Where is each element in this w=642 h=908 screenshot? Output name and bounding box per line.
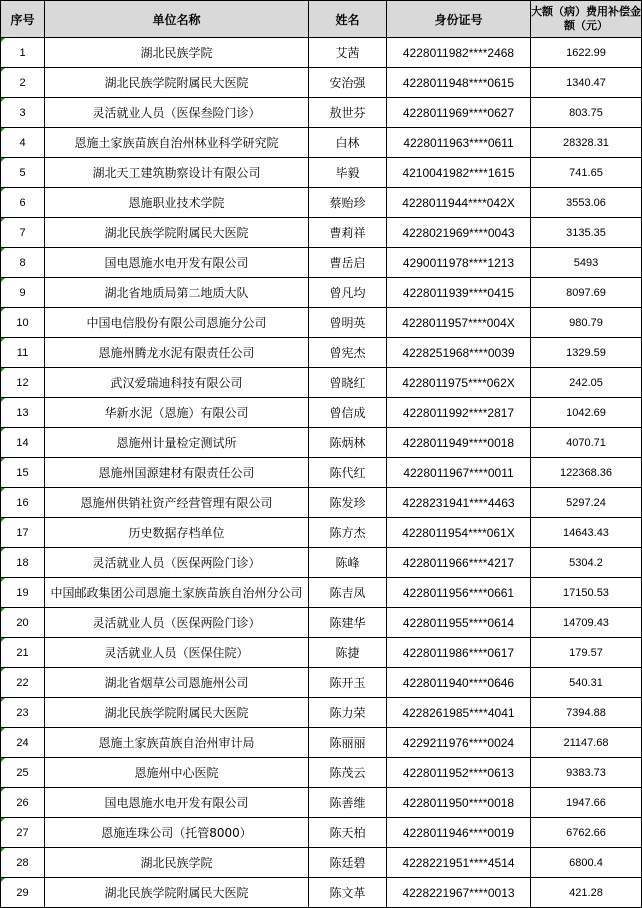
cell-id-number: 4228011952****0613 (387, 758, 531, 788)
cell-unit: 恩施州供销社资产经营管理有限公司 (45, 488, 309, 518)
cell-amount: 21147.68 (531, 728, 642, 758)
cell-amount: 14709.43 (531, 608, 642, 638)
cell-id-number: 4228011946****0019 (387, 818, 531, 848)
cell-seq: 24 (1, 728, 45, 758)
cell-amount: 421.28 (531, 878, 642, 908)
cell-id-number: 4228011944****042X (387, 188, 531, 218)
cell-amount: 6762.66 (531, 818, 642, 848)
cell-amount: 242.05 (531, 368, 642, 398)
cell-unit: 湖北民族学院 (45, 38, 309, 68)
table-header (1, 1, 642, 38)
cell-seq: 8 (1, 248, 45, 278)
cell-id-number: 4228011950****0018 (387, 788, 531, 818)
cell-unit: 灵活就业人员（医保住院） (45, 638, 309, 668)
cell-name: 陈方杰 (309, 518, 387, 548)
cell-unit: 恩施州国源建材有限责任公司 (45, 458, 309, 488)
cell-name: 陈建华 (309, 608, 387, 638)
cell-amount: 3553.06 (531, 188, 642, 218)
table-row (1, 218, 642, 248)
cell-seq: 13 (1, 398, 45, 428)
table-row (1, 68, 642, 98)
cell-id-number: 4228011955****0614 (387, 608, 531, 638)
cell-unit: 湖北民族学院附属民大医院 (45, 878, 309, 908)
cell-name: 陈发珍 (309, 488, 387, 518)
cell-id-number: 4228221951****4514 (387, 848, 531, 878)
cell-unit: 历史数据存档单位 (45, 518, 309, 548)
cell-name: 陈峰 (309, 548, 387, 578)
cell-name: 曾晓红 (309, 368, 387, 398)
cell-amount: 5304.2 (531, 548, 642, 578)
cell-seq: 23 (1, 698, 45, 728)
cell-seq: 29 (1, 878, 45, 908)
cell-seq: 3 (1, 98, 45, 128)
cell-name: 蔡贻珍 (309, 188, 387, 218)
table-row (1, 158, 642, 188)
cell-amount: 980.79 (531, 308, 642, 338)
cell-id-number: 4228231941****4463 (387, 488, 531, 518)
table-row (1, 638, 642, 668)
header-seq: 序号 (1, 1, 45, 38)
cell-id-number: 4228011954****061X (387, 518, 531, 548)
cell-id-number: 4228261985****4041 (387, 698, 531, 728)
cell-name: 陈开玉 (309, 668, 387, 698)
cell-seq: 14 (1, 428, 45, 458)
cell-amount: 741.65 (531, 158, 642, 188)
cell-amount: 1622.99 (531, 38, 642, 68)
cell-seq: 2 (1, 68, 45, 98)
cell-id-number: 4228011956****0661 (387, 578, 531, 608)
cell-name: 陈吉凤 (309, 578, 387, 608)
cell-id-number: 4228221967****0013 (387, 878, 531, 908)
cell-name: 陈文革 (309, 878, 387, 908)
table-row (1, 308, 642, 338)
table-row (1, 758, 642, 788)
cell-seq: 22 (1, 668, 45, 698)
cell-unit: 国电恩施水电开发有限公司 (45, 788, 309, 818)
cell-name: 陈炳林 (309, 428, 387, 458)
cell-name: 曾明英 (309, 308, 387, 338)
cell-amount: 28328.31 (531, 128, 642, 158)
cell-unit: 湖北民族学院 (45, 848, 309, 878)
cell-id-number: 4228011948****0615 (387, 68, 531, 98)
cell-id-number: 4228011957****004X (387, 308, 531, 338)
table-row (1, 728, 642, 758)
table-row (1, 578, 642, 608)
table-row (1, 98, 642, 128)
cell-unit: 恩施土家族苗族自治州林业科学研究院 (45, 128, 309, 158)
cell-name: 曹莉祥 (309, 218, 387, 248)
cell-name: 毕毅 (309, 158, 387, 188)
cell-unit: 灵活就业人员（医保两险门诊） (45, 608, 309, 638)
cell-amount: 14643.43 (531, 518, 642, 548)
cell-unit: 恩施土家族苗族自治州审计局 (45, 728, 309, 758)
cell-id-number: 4228011986****0617 (387, 638, 531, 668)
cell-amount: 6800.4 (531, 848, 642, 878)
table-row (1, 368, 642, 398)
cell-amount: 17150.53 (531, 578, 642, 608)
cell-seq: 20 (1, 608, 45, 638)
table-row (1, 248, 642, 278)
cell-seq: 10 (1, 308, 45, 338)
cell-unit: 湖北民族学院附属民大医院 (45, 698, 309, 728)
cell-amount: 1329.59 (531, 338, 642, 368)
cell-unit: 中国电信股份有限公司恩施分公司 (45, 308, 309, 338)
cell-seq: 5 (1, 158, 45, 188)
cell-name: 曹岳启 (309, 248, 387, 278)
cell-seq: 26 (1, 788, 45, 818)
table-row (1, 398, 642, 428)
cell-amount: 8097.69 (531, 278, 642, 308)
cell-name: 陈代红 (309, 458, 387, 488)
header-unit: 单位名称 (45, 1, 309, 38)
cell-seq: 9 (1, 278, 45, 308)
table-body (1, 38, 642, 908)
cell-amount: 179.57 (531, 638, 642, 668)
cell-seq: 21 (1, 638, 45, 668)
cell-id-number: 4228011969****0627 (387, 98, 531, 128)
cell-unit: 灵活就业人员（医保叁险门诊） (45, 98, 309, 128)
table-row (1, 518, 642, 548)
cell-amount: 7394.88 (531, 698, 642, 728)
cell-id-number: 4228011966****4217 (387, 548, 531, 578)
cell-unit: 湖北省地质局第二地质大队 (45, 278, 309, 308)
cell-unit: 恩施连珠公司（托管8000） (45, 818, 309, 848)
cell-id-number: 4228011963****0611 (387, 128, 531, 158)
cell-amount: 5493 (531, 248, 642, 278)
header-amount: 大额（病）费用补偿金额（元） (531, 1, 642, 38)
table-row (1, 668, 642, 698)
cell-unit: 灵活就业人员（医保两险门诊） (45, 548, 309, 578)
cell-id-number: 4228011975****062X (387, 368, 531, 398)
table-row (1, 128, 642, 158)
cell-name: 陈廷碧 (309, 848, 387, 878)
cell-amount: 1042.69 (531, 398, 642, 428)
cell-amount: 5297.24 (531, 488, 642, 518)
cell-amount: 803.75 (531, 98, 642, 128)
table-row (1, 818, 642, 848)
cell-seq: 27 (1, 818, 45, 848)
cell-seq: 7 (1, 218, 45, 248)
header-row (1, 1, 642, 38)
cell-unit: 武汉爱瑞迪科技有限公司 (45, 368, 309, 398)
cell-id-number: 4228251968****0039 (387, 338, 531, 368)
cell-name: 白林 (309, 128, 387, 158)
cell-seq: 16 (1, 488, 45, 518)
cell-name: 敖世芬 (309, 98, 387, 128)
cell-amount: 122368.36 (531, 458, 642, 488)
table-row (1, 458, 642, 488)
cell-amount: 3135.35 (531, 218, 642, 248)
cell-name: 陈力荣 (309, 698, 387, 728)
cell-amount: 540.31 (531, 668, 642, 698)
table-row (1, 338, 642, 368)
table-row (1, 278, 642, 308)
cell-name: 陈天柏 (309, 818, 387, 848)
cell-id-number: 4229211976****0024 (387, 728, 531, 758)
cell-seq: 28 (1, 848, 45, 878)
cell-unit: 恩施州腾龙水泥有限责任公司 (45, 338, 309, 368)
cell-unit: 湖北民族学院附属民大医院 (45, 68, 309, 98)
cell-id-number: 4228011967****0011 (387, 458, 531, 488)
cell-amount: 9383.73 (531, 758, 642, 788)
cell-seq: 6 (1, 188, 45, 218)
table-row (1, 428, 642, 458)
cell-id-number: 4290011978****1213 (387, 248, 531, 278)
cell-seq: 18 (1, 548, 45, 578)
cell-id-number: 4228011939****0415 (387, 278, 531, 308)
cell-seq: 19 (1, 578, 45, 608)
cell-unit: 国电恩施水电开发有限公司 (45, 248, 309, 278)
cell-seq: 17 (1, 518, 45, 548)
cell-unit: 湖北省烟草公司恩施州公司 (45, 668, 309, 698)
cell-id-number: 4210041982****1615 (387, 158, 531, 188)
cell-unit: 恩施职业技术学院 (45, 188, 309, 218)
table-row (1, 488, 642, 518)
cell-amount: 4070.71 (531, 428, 642, 458)
cell-id-number: 4228011982****2468 (387, 38, 531, 68)
cell-name: 曾信成 (309, 398, 387, 428)
table-row (1, 188, 642, 218)
table-row (1, 788, 642, 818)
cell-name: 陈捷 (309, 638, 387, 668)
cell-id-number: 4228011992****2817 (387, 398, 531, 428)
cell-seq: 25 (1, 758, 45, 788)
cell-id-number: 4228011940****0646 (387, 668, 531, 698)
cell-id-number: 4228021969****0043 (387, 218, 531, 248)
cell-name: 艾茜 (309, 38, 387, 68)
table-row (1, 38, 642, 68)
table-row (1, 608, 642, 638)
cell-amount: 1947.66 (531, 788, 642, 818)
cell-id-number: 4228011949****0018 (387, 428, 531, 458)
cell-unit: 恩施州中心医院 (45, 758, 309, 788)
cell-unit: 中国邮政集团公司恩施土家族苗族自治州分公司 (45, 578, 309, 608)
header-name: 姓名 (309, 1, 387, 38)
cell-seq: 15 (1, 458, 45, 488)
cell-amount: 1340.47 (531, 68, 642, 98)
table-row (1, 848, 642, 878)
cell-seq: 12 (1, 368, 45, 398)
cell-seq: 11 (1, 338, 45, 368)
cell-name: 陈善维 (309, 788, 387, 818)
table-row (1, 878, 642, 908)
table-row (1, 698, 642, 728)
cell-seq: 1 (1, 38, 45, 68)
cell-name: 陈茂云 (309, 758, 387, 788)
cell-name: 曾凡均 (309, 278, 387, 308)
cell-unit: 恩施州计量检定测试所 (45, 428, 309, 458)
cell-unit: 华新水泥（恩施）有限公司 (45, 398, 309, 428)
cell-seq: 4 (1, 128, 45, 158)
cell-unit: 湖北民族学院附属民大医院 (45, 218, 309, 248)
cell-name: 安治强 (309, 68, 387, 98)
table-row (1, 548, 642, 578)
cell-name: 陈丽丽 (309, 728, 387, 758)
cell-name: 曾宪杰 (309, 338, 387, 368)
cell-unit: 湖北天工建筑勘察设计有限公司 (45, 158, 309, 188)
header-id: 身份证号 (387, 1, 531, 38)
